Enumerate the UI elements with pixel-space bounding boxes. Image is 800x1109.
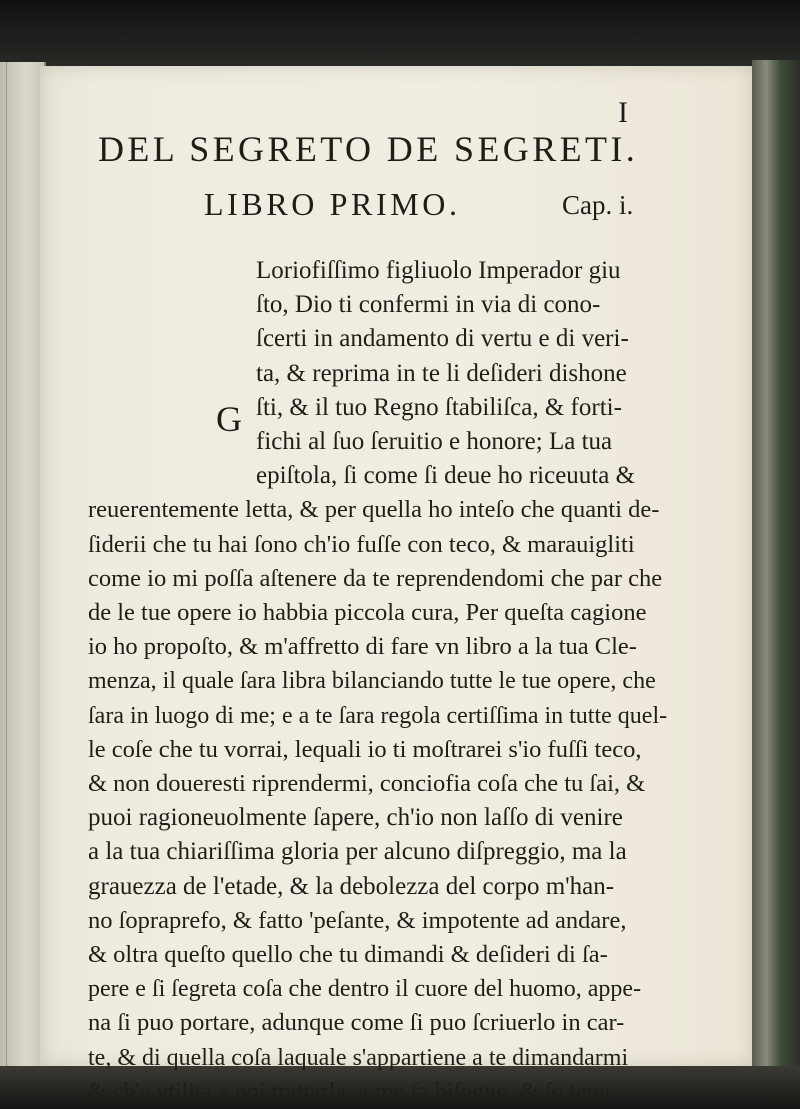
- text-line: epiſtola, ſi come ſi deue ho riceuuta &: [256, 462, 636, 490]
- text-line: ſcerti in andamento di vertu e di veri-: [256, 325, 629, 353]
- text-line: fichi al ſuo ſeruitio e honore; La tua: [256, 428, 613, 455]
- text-line: no ſopraprefo, & fatto 'peſante, & impotente ad andare,: [88, 906, 627, 934]
- text-line: ſiderii che tu hai ſono ch'io fuſſe con teco, & marauigliti: [88, 530, 635, 558]
- text-line: reuerentemente letta, & per quella ho inteſo che quanti de-: [88, 496, 660, 524]
- text-line: a la tua chiariſſima gloria per alcuno diſpreggio, ma la: [88, 838, 627, 866]
- text-line: ſto, Dio ti confermi in via di cono-: [256, 291, 601, 319]
- drop-cap: G: [216, 399, 242, 439]
- text-line: pere e ſi ſegreta coſa che dentro il cuore del huomo, appe-: [88, 976, 642, 1003]
- text-line: menza, il quale ſara libra bilanciando tutte le tue opere, che: [88, 668, 656, 695]
- text-line: grauezza de l'etade, & la debolezza del corpo m'han-: [88, 872, 615, 900]
- text-line: & non doueresti riprendermi, conciofia coſa che tu ſai, &: [88, 770, 646, 797]
- text-line: & ch'e vtilita a noi trattarla, a me fa biſogno, & ſo tenu-: [88, 1078, 619, 1105]
- text-line: come io mi poſſa aſtenere da te reprendendomi che par che: [88, 564, 663, 592]
- text-line: ſti, & il tuo Regno ſtabiliſca, & forti-: [256, 393, 622, 421]
- text-line: & oltra queſto quello che tu dimandi & deſideri di ſa-: [88, 941, 608, 968]
- chapter-label: Cap. i.: [562, 190, 634, 220]
- text-line: Loriofiſſimo figliuolo Imperador giu: [256, 257, 621, 284]
- text-line: le coſe che tu vorrai, lequali io ti moſtrarei s'io fuſſi teco,: [88, 735, 642, 763]
- running-title: DEL SEGRETO DE SEGRETI.: [98, 129, 639, 169]
- text-line: te, & di quella coſa laquale s'appartiene a te dimandarmi: [88, 1044, 629, 1071]
- text-line: ſara in luogo di me; e a te ſara regola certiſſima in tutte quel-: [88, 702, 668, 729]
- text-line: puoi ragioneuolmente ſapere, ch'io non laſſo di venire: [88, 804, 623, 832]
- book-label: LIBRO PRIMO.: [204, 186, 461, 222]
- text-line: io ho propoſto, & m'affretto di fare vn libro a la tua Cle-: [88, 633, 637, 661]
- text-line: ta, & reprima in te li deſideri dishone: [256, 359, 627, 387]
- text-line: de le tue opere io habbia piccola cura, Per queſta cagione: [88, 599, 647, 626]
- text-line: na ſi puo portare, adunque come ſi puo ſcriuerlo in car-: [88, 1009, 625, 1037]
- page-number: I: [618, 96, 628, 129]
